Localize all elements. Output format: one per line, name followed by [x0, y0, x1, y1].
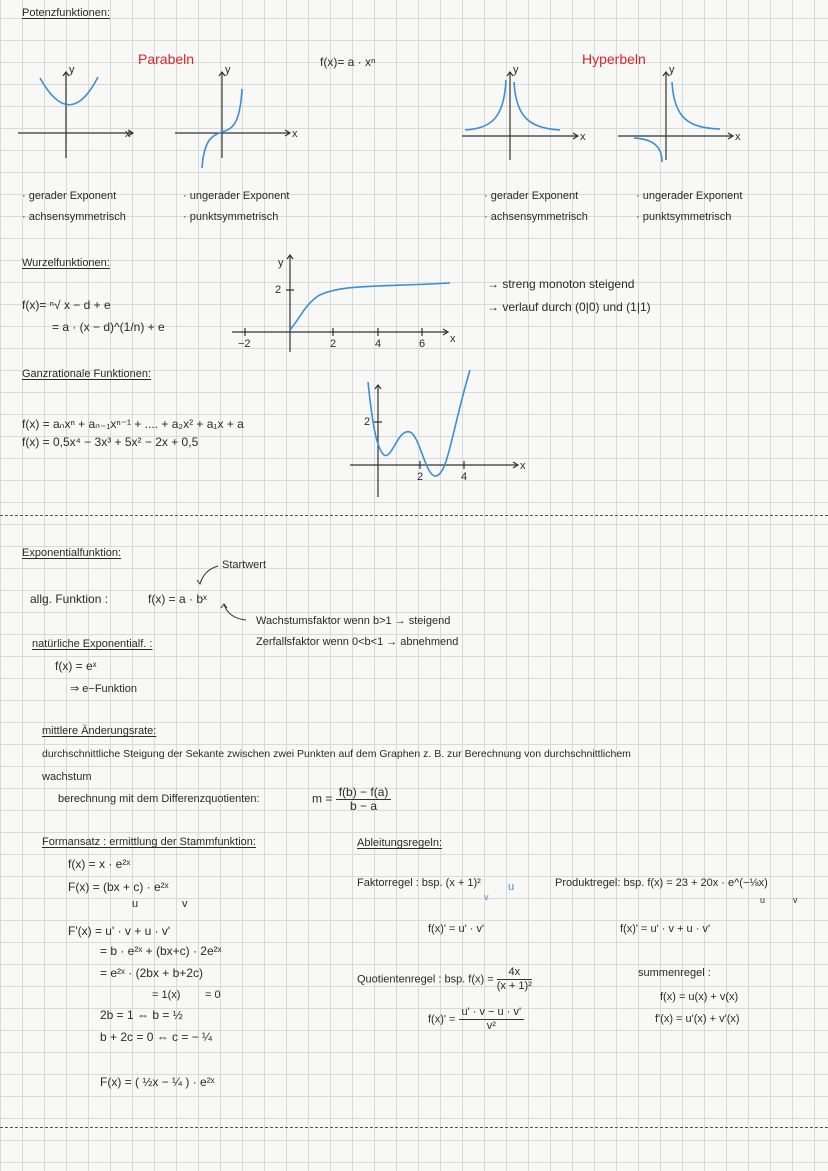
denominator: b − a [350, 799, 378, 813]
denominator: v² [486, 1020, 496, 1032]
tick-label: 2 [275, 284, 282, 296]
label-v: v [484, 892, 489, 902]
axis-label-x: x [450, 333, 456, 345]
note: → verlauf durch (0|0) und (1|1) [487, 300, 651, 314]
calc-line: 2b = 1 ⇔ b = ½ [100, 1008, 183, 1022]
brace-label-u: u [132, 898, 139, 910]
heading-parabeln: Parabeln [138, 51, 195, 67]
numerator: 4x [497, 966, 532, 980]
label-u: u [760, 895, 766, 905]
faktorregel-result: f(x)' = u' · v' [428, 923, 485, 935]
brace-label: = 0 [205, 989, 221, 1001]
tick-label: −2 [238, 338, 251, 350]
quotientenregel [357, 966, 532, 993]
rate-text-cont: wachstum [42, 771, 92, 783]
note-wachstum: Wachstumsfaktor wenn b>1 → steigend [256, 615, 451, 627]
calc-line: f(x) = x · e²ˣ [68, 857, 131, 871]
annotation-startwert: Startwert [222, 559, 267, 571]
difference-quotient [312, 786, 391, 813]
formula-poly-general: f(x) = aₙxⁿ + aₙ₋₁xⁿ⁻¹ + .... + a₂x² + a₁x + a [22, 417, 244, 431]
label-v: v [793, 895, 798, 905]
summenregel-derivative: f'(x) = u'(x) + v'(x) [655, 1013, 740, 1025]
axis-label-y: y [278, 257, 284, 269]
axis-label-x: x [580, 131, 586, 143]
numerator: u' · v − u · v' [459, 1006, 525, 1020]
section-title-formansatz: Formansatz : ermittlung der Stammfunktion: [42, 836, 256, 848]
axis-label-x: x [520, 460, 526, 472]
summenregel-formula: f(x) = u(x) + v(x) [660, 991, 739, 1003]
faktorregel: Faktorregel : bsp. (x + 1)² [357, 877, 481, 889]
tick-label: 2 [330, 338, 337, 350]
tick-label: 6 [419, 338, 426, 350]
section-title-wurzelfunktionen: Wurzelfunktionen: [22, 257, 110, 269]
calc-line: = e²ˣ · (2bx + b+2c) [100, 966, 203, 980]
note: · achsensymmetrisch [484, 211, 588, 223]
label-alg-funktion: allg. Funktion : [30, 592, 109, 606]
formula-ex: f(x) = eˣ [55, 659, 97, 673]
m-label: m = [312, 791, 333, 806]
formula-root-2: = a · (x − d)^(1/n) + e [52, 320, 165, 334]
brace-label: = 1(x) [152, 989, 181, 1001]
calc-line: = b · e²ˣ + (bx+c) · 2e²ˣ [100, 944, 222, 958]
tick-label: 4 [461, 471, 468, 483]
tick-label: 2 [417, 471, 424, 483]
produktregel-result: f(x)' = u' · v + u · v' [620, 923, 711, 935]
subtitle-natuerliche: natürliche Exponentialf. : [32, 638, 153, 650]
tick-label: 2 [364, 416, 371, 428]
tick-label: 4 [375, 338, 382, 350]
produktregel: Produktregel: bsp. f(x) = 23 + 20x · e^(−⅛x) [555, 877, 768, 889]
calc-line: F'(x) = u' · v + u · v' [68, 924, 171, 938]
note: · ungerader Exponent [636, 190, 743, 202]
summenregel: summenregel : [638, 967, 711, 979]
rate-berechnung: berechnung mit dem Differenzquotienten: [58, 793, 260, 805]
section-title-aenderungsrate: mittlere Änderungsrate: [42, 725, 157, 737]
calc-line: F(x) = (bx + c) · e²ˣ [68, 880, 169, 894]
numerator: f(b) − f(a) [336, 786, 392, 800]
note-efunktion: ⇒ e−Funktion [70, 683, 138, 695]
note: · gerader Exponent [484, 190, 579, 202]
quotientenregel-result [428, 1006, 524, 1033]
axis-label-y: y [69, 64, 75, 76]
axis-label-x: x [292, 128, 298, 140]
brace-label-v: v [182, 898, 188, 910]
result-label: f(x)' = [428, 1013, 456, 1026]
calc-line: b + 2c = 0 ⇔ c = − ¼ [100, 1030, 213, 1044]
axis-label-y: y [225, 64, 231, 76]
note: · punktsymmetrisch [636, 211, 732, 223]
heading-hyperbeln: Hyperbeln [582, 51, 646, 67]
formula-power: f(x)= a · xⁿ [320, 55, 376, 69]
axis-label-y: y [669, 64, 675, 76]
axis-label-x: x [735, 131, 741, 143]
note: → streng monoton steigend [487, 277, 635, 291]
note: · gerader Exponent [22, 190, 117, 202]
formula-poly-example: f(x) = 0,5x⁴ − 3x³ + 5x² − 2x + 0,5 [22, 435, 199, 449]
note: · punktsymmetrisch [183, 211, 279, 223]
note-zerfall: Zerfallsfaktor wenn 0<b<1 → abnehmend [256, 636, 459, 648]
section-title-ableitungsregeln: Ableitungsregeln: [357, 837, 443, 849]
calc-result: F(x) = ( ½x − ¼ ) · e²ˣ [100, 1075, 215, 1089]
section-title-exponentialfunktion: Exponentialfunktion: [22, 547, 122, 559]
rate-text: durchschnittliche Steigung der Sekante zwischen zwei Punkten auf dem Graphen z. B. zur Berechnung von durchschnittlichem [42, 748, 631, 760]
formula-exp-general: f(x) = a · bˣ [148, 592, 207, 606]
note: · achsensymmetrisch [22, 211, 126, 223]
note: · ungerader Exponent [183, 190, 290, 202]
section-title-ganzrationale: Ganzrationale Funktionen: [22, 368, 152, 380]
axis-label-y: y [513, 64, 519, 76]
denominator: (x + 1)² [496, 980, 532, 992]
section-title-potenzfunktionen: Potenzfunktionen: [22, 7, 111, 19]
axis-label-x: x [125, 128, 131, 140]
quotientenregel-label: Quotientenregel : bsp. f(x) = [357, 973, 494, 986]
formula-root-1: f(x)= ⁿ√ x − d + e [22, 298, 111, 312]
label-u: u [508, 881, 515, 893]
divider [0, 1127, 828, 1128]
